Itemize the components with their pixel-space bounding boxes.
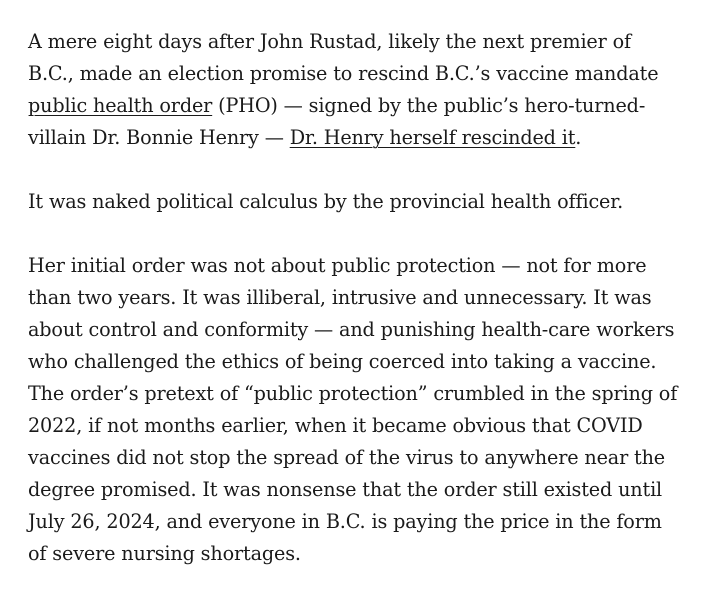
article-body [28, 26, 678, 570]
paragraph-1-text-c: . [575, 126, 582, 149]
paragraph-1-text-a: A mere eight days after John Rustad, likely the next premier of B.C., made an election promise to rescind B.C.’s vaccine mandate [28, 30, 659, 85]
paragraph-1-text-b: (PHO) — signed by the public’s hero-turned-villain Dr. Bonnie Henry — [28, 94, 646, 149]
public-health-order-link[interactable]: public health order [28, 94, 213, 117]
paragraph-3: Her initial order was not about public protection — not for more than two years. It was illiberal, intrusive and unnecessary. It was about control and conformity — and punishing health-care workers who challenged the ethics of being coerced into taking a vaccine. The order’s pretext of “public protection” crumbled in the spring of 2022, if not months earlier, when it became obvious that COVID vaccines did not stop the spread of the virus to anywhere near the degree promised. It was nonsense that the order still existed until July 26, 2024, and everyone in B.C. is paying the price in the form of severe nursing shortages. [28, 254, 678, 565]
paragraph-1 [28, 26, 678, 154]
paragraph-2: It was naked political calculus by the provincial health officer. [28, 190, 624, 213]
henry-rescinded-link[interactable]: Dr. Henry herself rescinded it [289, 126, 576, 149]
